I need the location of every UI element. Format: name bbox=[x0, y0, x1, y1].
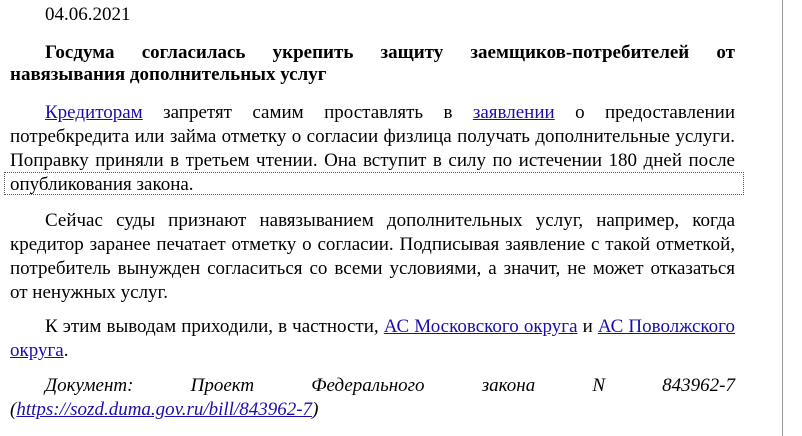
page-edge-rule bbox=[782, 0, 783, 436]
link-bill[interactable]: https://sozd.duma.gov.ru/bill/843962-7 bbox=[16, 399, 313, 420]
paragraph-3-text-c: . bbox=[63, 340, 69, 361]
link-application[interactable]: заявлении bbox=[472, 102, 555, 123]
publication-date: 04.06.2021 bbox=[45, 4, 131, 25]
link-volga-court[interactable]: АС Поволжского округа bbox=[10, 316, 735, 361]
paragraph-1 bbox=[10, 101, 735, 197]
paragraph-3-text-b: и bbox=[577, 316, 598, 337]
document-reference-close: ) bbox=[312, 399, 319, 420]
document-reference-text: Документ: Проект Федерального закона N 843962-7 ( bbox=[10, 375, 735, 420]
paragraph-3-text-a: К этим выводам приходили, в частности, bbox=[45, 316, 384, 337]
paragraph-3 bbox=[10, 315, 735, 363]
link-creditors[interactable]: Кредиторам bbox=[45, 102, 143, 123]
paragraph-2: Сейчас суды признают навязыванием дополнительных услуг, например, когда кредитор заранее печатает отметку о согласии. Подписывая заявление с такой отметкой, потребитель вынужден согласиться со всеми условиями, а значит, не может отказаться от ненужных услуг. bbox=[10, 210, 735, 303]
paragraph-1-text-b: о предоставлении потребкредита или займа отметку о согласии физлица получать дополнительные услуги. Поправку приняли в третьем чтении. Она вступит в силу по истечении 180 дней после опубликования закона. bbox=[10, 102, 736, 195]
link-moscow-court[interactable]: АС Московского округа bbox=[383, 316, 578, 337]
document-reference bbox=[10, 374, 735, 422]
paragraph-1-text-a: запретят самим проставлять в bbox=[142, 102, 473, 123]
article-title: Госдума согласилась укрепить защиту заемщиков-потребителей от навязывания дополнительных услуг bbox=[10, 42, 735, 85]
